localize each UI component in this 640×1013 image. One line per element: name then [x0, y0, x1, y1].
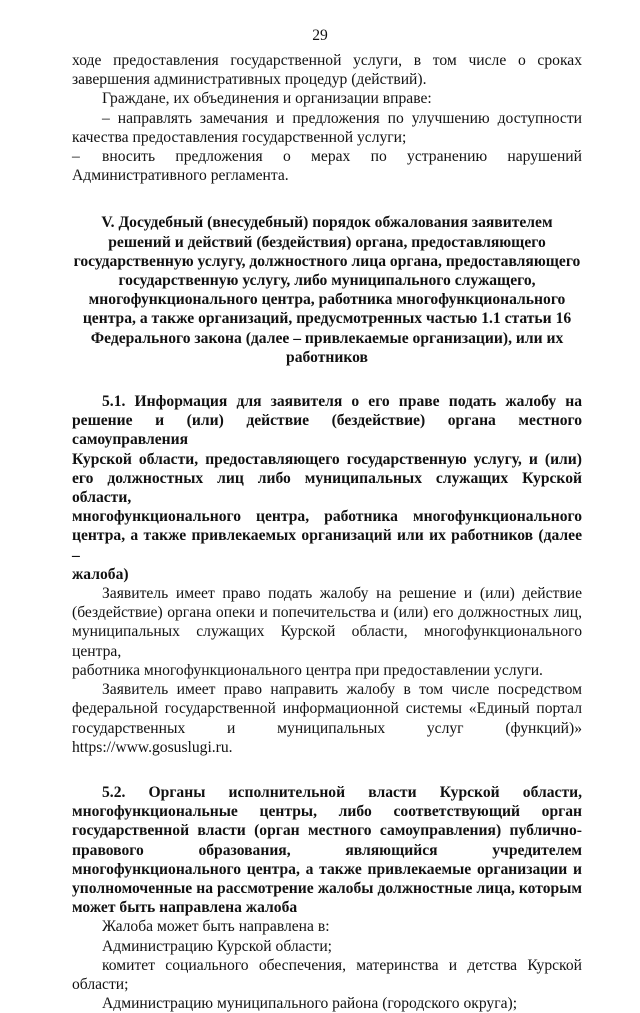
text-line: муниципальных служащих Курской области, многофункционального центра, [72, 623, 582, 660]
section-5-line: работников [286, 348, 368, 366]
addressee-2: комитет социального обеспечения, материнства и детства Курской [102, 956, 582, 974]
section-5-line: Федерального закона (далее – привлекаемые организации), или их [90, 329, 564, 347]
heading-line: жалоба) [72, 565, 129, 583]
addressee-3: Администрацию муниципального района (городского округа); [102, 995, 518, 1013]
heading-line: Курской области, предоставляющего государственную услугу, и (или) [72, 450, 582, 468]
intro-line-1: ходе предоставления государственной услуги, в том числе о сроках [72, 52, 582, 69]
rights-item-1-cont: качества предоставления государственной услуги; [72, 128, 407, 146]
heading-line: многофункционального центра, а также привлекаемые организации и [72, 860, 582, 878]
text-line: работника многофункционального центра при предоставлении услуги. [72, 661, 543, 679]
rights-text: Граждане, их объединения и организации вправе: [102, 90, 432, 108]
text-line: (бездействие) органа опеки и попечительства и (или) его должностных лиц, [72, 604, 582, 622]
heading-line: решение и (или) действие (бездействие) органа местного самоуправления [72, 412, 582, 449]
addressee-2-cont: области; [72, 975, 129, 993]
rights-item-2-text: вносить предложения о мерах по устранению нарушений [102, 148, 582, 166]
intro-line-2: завершения административных процедур (действий). [72, 71, 427, 89]
rights-item-2-cont: Административного регламента. [72, 167, 289, 185]
heading-line: многофункционального центра, работника многофункционального [72, 508, 582, 526]
page-number: 29 [312, 27, 328, 44]
section-5-line: V. Досудебный (внесудебный) порядок обжалования заявителем [101, 214, 553, 232]
text-line: федеральной государственной информационной системы «Единый портал [72, 700, 582, 718]
section-5-line: решений и действий (бездействия) органа, предоставляющего [108, 233, 546, 251]
heading-line: его должностных лиц либо муниципальных служащих Курской области, [72, 469, 582, 507]
rights-item-1: – направлять замечания и предложения по улучшению доступности [102, 109, 582, 127]
heading-line: центра, а также привлекаемых организаций или их работников (далее – [72, 527, 582, 564]
rights-item-2 [72, 147, 582, 166]
text-line: Заявитель имеет право подать жалобу на решение и (или) действие [102, 585, 582, 603]
text-line: Заявитель имеет право направить жалобу в том числе посредством [102, 681, 582, 699]
complaint-where: Жалоба может быть направлена в: [102, 918, 330, 936]
heading-line: государственной власти (орган местного самоуправления) публично- [72, 822, 582, 840]
section-5-line: многофункционального центра, работника многофункционального [88, 291, 566, 309]
section-5-line: государственную услугу, должностного лица органа, предоставляющего [73, 252, 581, 270]
subsection-5-1-heading [72, 392, 582, 584]
subsection-5-1-text-1 [72, 584, 582, 680]
heading-line: многофункциональные центры, либо соответствующий орган [72, 803, 582, 821]
portal-url: https://www.gosuslugi.ru. [72, 738, 233, 756]
section-5-line: государственную услугу, либо муниципального служащего, [118, 272, 536, 290]
heading-line: 5.2. Органы исполнительной власти Курской области, [102, 783, 582, 801]
addressee-1: Администрацию Курской области; [102, 937, 333, 955]
heading-line: правового образования, являющийся учредителем [72, 841, 582, 859]
dash-marker: – [72, 148, 80, 166]
subsection-5-1-text-2 [72, 680, 582, 757]
heading-line: уполномоченные на рассмотрение жалобы должностные лица, которым [72, 879, 582, 897]
section-5-heading [72, 213, 582, 367]
section-5-line: центра, а также организаций, предусмотренных частью 1.1 статьи 16 [82, 310, 572, 328]
subsection-5-2-heading [72, 783, 582, 917]
heading-line: может быть направлена жалоба [72, 899, 298, 917]
document-body [72, 51, 582, 1013]
heading-line: 5.1. Информация для заявителя о его праве подать жалобу на [102, 393, 582, 411]
text-line: государственных и муниципальных услуг (функций)» [72, 719, 582, 737]
